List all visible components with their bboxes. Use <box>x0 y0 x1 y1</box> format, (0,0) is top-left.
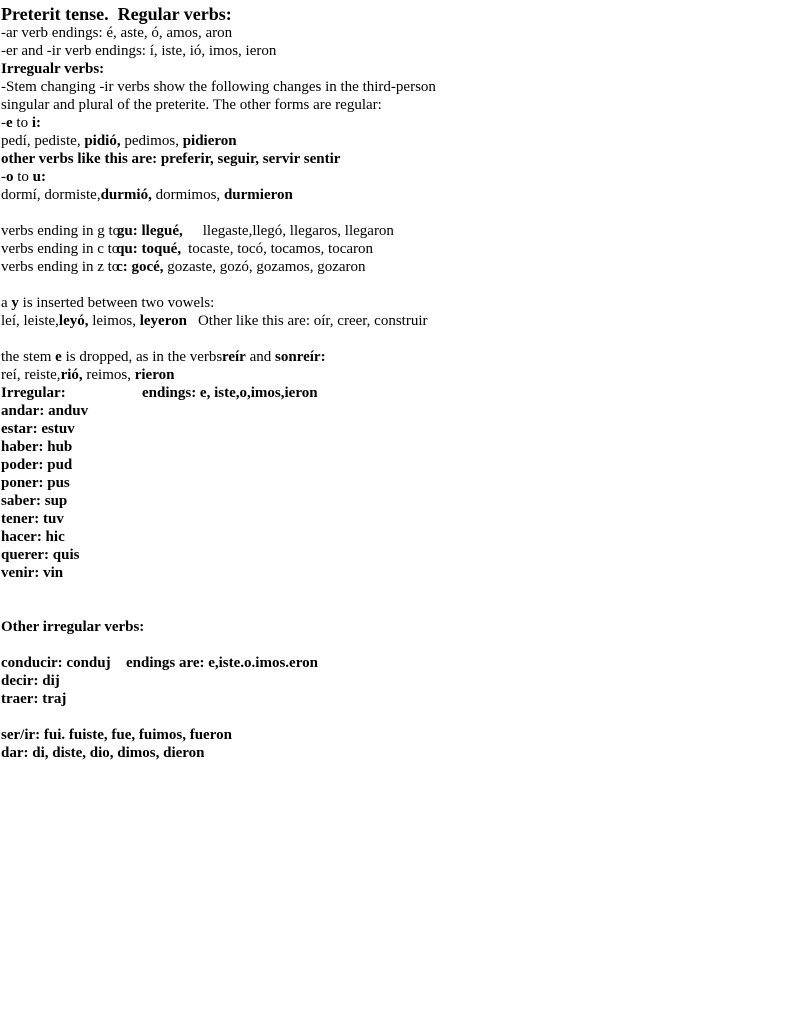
irregular-stem-poder: poder: pud <box>1 457 73 473</box>
pedir-conjugation: pedí, pediste, pidió, pedimos, pidieron <box>1 133 237 149</box>
g-to-gu-line: verbs ending in g to gu: llegué, llegaste,llegó, llegaros, llegaron <box>1 223 394 239</box>
traer-line: traer: traj <box>1 691 67 707</box>
conducir-line: conducir: conduj endings are: e,iste.o.imos.eron <box>1 655 318 671</box>
stem-changing-line-2: singular and plural of the preterite. The other forms are regular: <box>1 97 382 113</box>
irregular-stem-haber: haber: hub <box>1 439 73 455</box>
z-to-c-line: verbs ending in z to c: gocé, gozaste, gozó, gozamos, gozaron <box>1 259 366 275</box>
irregular-heading: Irregualr verbs: <box>1 61 105 77</box>
dormir-conjugation: dormí, dormiste,durmió, dormimos, durmieron <box>1 187 293 203</box>
o-to-u-line: -o to u: <box>1 169 47 185</box>
irregular-stem-estar: estar: estuv <box>1 421 75 437</box>
ser-ir-line: ser/ir: fui. fuiste, fue, fuimos, fueron <box>1 727 232 743</box>
irregular-stem-querer: querer: quis <box>1 547 80 563</box>
irregular-stem-tener: tener: tuv <box>1 511 64 527</box>
other-irregular-heading: Other irregular verbs: <box>1 619 145 635</box>
stem-changing-line-1: -Stem changing -ir verbs show the following changes in the third-person <box>1 79 436 95</box>
irregular-stem-saber: saber: sup <box>1 493 68 509</box>
stem-dropped-line: the stem e is dropped, as in the verbs reír and sonreír: <box>1 349 326 365</box>
y-inserted-line: a y is inserted between two vowels: <box>1 295 215 311</box>
irregular-stem-venir: venir: vin <box>1 565 64 581</box>
others-like-line: other verbs like this are: preferir, seguir, servir sentir <box>1 151 341 167</box>
decir-line: decir: dij <box>1 673 60 689</box>
page-title: Preterit tense. Regular verbs: <box>1 4 232 24</box>
e-to-i-line: -e to i: <box>1 115 42 131</box>
irregular-stem-poner: poner: pus <box>1 475 70 491</box>
ar-endings-line: -ar verb endings: é, aste, ó, amos, aron <box>1 25 233 41</box>
c-to-qu-line: verbs ending in c to qu: toqué, tocaste, tocó, tocamos, tocaron <box>1 241 374 257</box>
dar-line: dar: di, diste, dio, dimos, dieron <box>1 745 205 761</box>
er-ir-endings-line: -er and -ir verb endings: í, iste, ió, imos, ieron <box>1 43 277 59</box>
leer-conjugation: leí, leiste,leyó, leimos, leyeron Other like this are: oír, creer, construir <box>1 313 428 329</box>
reir-conjugation: reí, reiste,rió, reimos, rieron <box>1 367 175 383</box>
irregular-stem-andar: andar: anduv <box>1 403 89 419</box>
irregular-label-line: Irregular: endings: e, iste,o,imos,ieron <box>1 385 318 401</box>
irregular-stem-hacer: hacer: hic <box>1 529 65 545</box>
